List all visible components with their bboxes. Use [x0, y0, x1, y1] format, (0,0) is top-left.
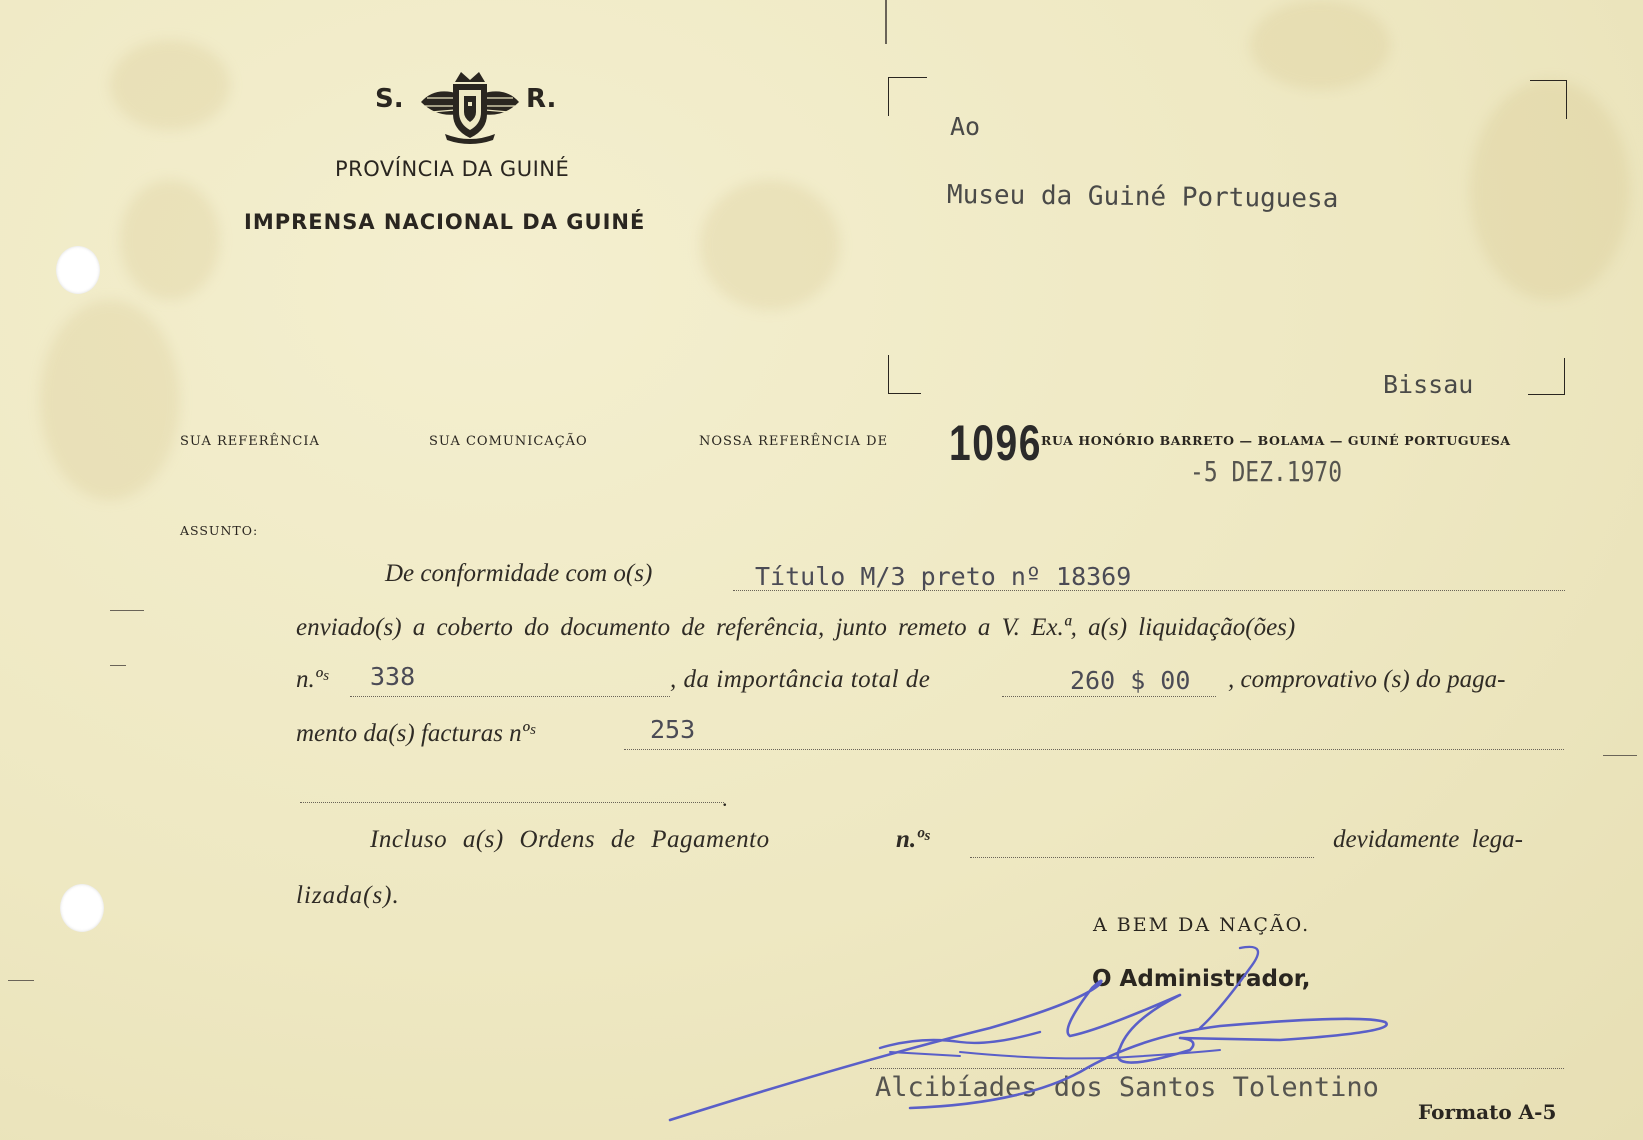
body-line3-middle: , da importância total de: [670, 666, 931, 693]
body-line4-prefix: mento da(s) facturas nºˢ: [296, 720, 535, 747]
address-bracket-top-right: [1530, 80, 1567, 119]
assunto-label: ASSUNTO:: [180, 523, 259, 538]
province-heading: PROVÍNCIA DA GUINÉ: [335, 157, 570, 181]
nossa-referencia-label: NOSSA REFERÊNCIA DE: [699, 434, 889, 449]
monogram-right: R.: [526, 84, 557, 114]
body-line3-suffix: , comprovativo (s) do paga-: [1228, 666, 1506, 693]
para2-n-label: n.ºˢ: [896, 826, 930, 853]
reference-number-stamp: 1096: [949, 415, 1043, 471]
para2-prefix: Incluso a(s) Ordens de Pagamento: [370, 826, 770, 853]
sua-comunicacao-label: SUA COMUNICAÇÃO: [429, 434, 588, 449]
sua-referencia-label: SUA REFERÊNCIA: [180, 434, 320, 449]
recipient-name: Museu da Guiné Portuguesa: [946, 180, 1339, 215]
document-page: S. R. PROVÍNCIA DA GUINÉ IMPRENSA NACIONAL DA GUINÉ Ao Museu da Guiné Portuguesa Bissau SUA REFERÊNCIA SUA COMUNICAÇÃO NOSSA REFERÊNCIA DE 1096 RUA HONÓRIO BARRETO — BOLAMA — GUINÉ PORTUGUESA -5 DEZ.1970 ASSUNTO: De conformidade com o(s) Título M/3 preto nº 18369 enviado(s) a coberto do documento de referência, junto remeto a V. Ex.ª, a(s) liquidação(ões) n.ºˢ 338 , da importância total de 260 $ 00 , comprovativo (s) do paga- mento da(s) facturas nºˢ 253 . Incluso a(s) Ordens de Pagamento n.ºˢ devidamente lega- lizada(s). A BEM DA NAÇÃO. O Administrador, Alcibíades dos Santos Tolentino Formato A-5: [0, 0, 1643, 1140]
title-reference-fill: Título M/3 preto nº 18369: [755, 562, 1132, 591]
para2-suffix: devidamente lega-: [1333, 826, 1523, 853]
liquidation-number-fill: 338: [370, 662, 416, 691]
address-bracket-bottom-left: [888, 355, 921, 394]
motto: A BEM DA NAÇÃO.: [1093, 914, 1311, 936]
date-stamp: -5 DEZ.1970: [1190, 455, 1343, 488]
punch-hole: [60, 884, 104, 932]
punch-hole: [56, 246, 100, 294]
address-line: RUA HONÓRIO BARRETO — BOLAMA — GUINÉ PORTUGUESA: [1041, 433, 1511, 448]
total-amount-fill: 260 $ 00: [1070, 666, 1191, 695]
handwritten-signature: [660, 940, 1460, 1125]
institution-heading: IMPRENSA NACIONAL DA GUINÉ: [244, 210, 646, 234]
para2-line2: lizada(s).: [296, 882, 400, 909]
coat-of-arms-icon: [415, 68, 525, 144]
administrator-title: O Administrador,: [1092, 966, 1311, 992]
monogram-left: S.: [375, 84, 404, 114]
body-line3-prefix: n.ºˢ: [296, 666, 328, 693]
format-label: Formato A-5: [1418, 1100, 1557, 1124]
body-line2: enviado(s) a coberto do documento de referência, junto remeto a V. Ex.ª, a(s) liquidação(ões): [296, 614, 1296, 641]
invoice-number-fill: 253: [650, 715, 696, 744]
signatory-name: Alcibíades dos Santos Tolentino: [875, 1072, 1379, 1103]
address-bracket-top-left: [888, 77, 927, 116]
recipient-city: Bissau: [1383, 370, 1474, 399]
recipient-salutation: Ao: [950, 112, 981, 141]
address-bracket-bottom-right: [1528, 358, 1565, 395]
body-line1-prefix: De conformidade com o(s): [385, 560, 653, 587]
